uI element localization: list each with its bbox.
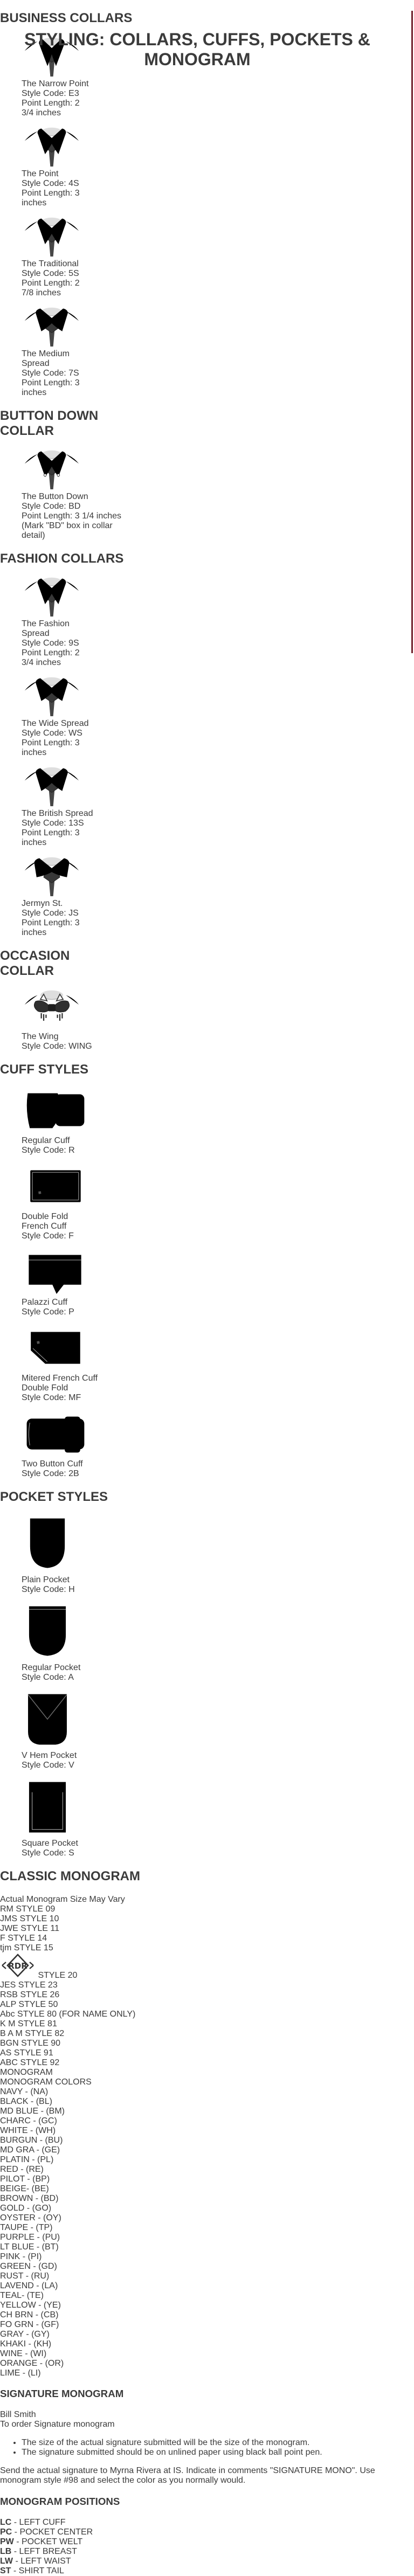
color-label: BEIGE- (BE)	[0, 2184, 49, 2193]
monogram-sample: BGN	[0, 2038, 19, 2048]
point-length: Point Length: 2 7/8 inches	[22, 278, 80, 297]
diamond-monogram-icon	[0, 1953, 36, 1978]
position-code: LW	[0, 2556, 13, 2566]
color-row	[0, 2223, 414, 2233]
collar-card-fashion-spread	[22, 577, 94, 668]
square-pocket-icon	[22, 1779, 73, 1836]
color-label: TEAL- (TE)	[0, 2290, 44, 2300]
signature-order-title: To order Signature monogram	[0, 2420, 115, 2429]
collar-card-medium-spread	[22, 307, 94, 398]
style-code: Style Code: 5S	[22, 268, 79, 278]
pocket-card-regular	[22, 1603, 98, 1682]
color-label: GREEN - (GD)	[0, 2261, 57, 2271]
style-name: The Wide Spread	[22, 719, 89, 729]
style-name: The Point	[22, 169, 59, 178]
monogram-sample: Abc	[0, 2009, 15, 2019]
color-row	[0, 2107, 414, 2116]
jermyn-st-collar-icon	[22, 856, 82, 896]
color-row	[0, 2291, 414, 2301]
style-code: Style Code: E3	[22, 88, 79, 98]
position-label: - SHIRT TAIL	[11, 2566, 64, 2575]
classic-monogram-grid	[0, 1905, 414, 2068]
color-label: PINK - (PI)	[0, 2252, 42, 2261]
position-code: LB	[0, 2546, 12, 2556]
pocket-card-square	[22, 1779, 98, 1858]
button-down-collar-section	[0, 408, 122, 541]
two-button-cuff-icon	[22, 1411, 88, 1457]
color-row	[0, 2320, 414, 2330]
color-row	[0, 2097, 414, 2107]
monogram-style-20	[0, 1953, 414, 1981]
color-row	[0, 2330, 414, 2339]
style-code: Style Code: 2B	[22, 1469, 79, 1479]
cuff-card-two-button	[22, 1411, 98, 1479]
color-row	[0, 2087, 414, 2097]
signature-instructions-list	[0, 2438, 414, 2457]
collar-card-traditional	[22, 217, 94, 298]
style-name: The Medium Spread	[22, 349, 70, 368]
color-row	[0, 2262, 414, 2272]
monogram-style-label: STYLE 14	[8, 1933, 47, 1943]
color-label: TAUPE - (TP)	[0, 2222, 53, 2232]
style-name: Regular Cuff	[22, 1136, 70, 1146]
wing-collar-icon	[22, 989, 82, 1029]
monogram-style-26	[0, 1990, 414, 2000]
color-label: GOLD - (GO)	[0, 2203, 52, 2213]
pocket-styles-section	[0, 1490, 313, 1858]
style-code: Style Code: F	[22, 1231, 74, 1241]
color-label: LT BLUE - (BT)	[0, 2242, 59, 2252]
style-code: Style Code: WING	[22, 1042, 92, 1051]
signature-instruction-item: • The size of the actual signature submitted will be the size of the monogram.	[22, 2438, 414, 2448]
color-row	[0, 2145, 414, 2155]
monogram-style-81	[0, 2019, 414, 2029]
signature-monogram-heading: SIGNATURE MONOGRAM	[0, 2388, 124, 2400]
pocket-card-plain	[22, 1515, 98, 1595]
palazzi-cuff-icon	[22, 1250, 88, 1295]
color-row	[0, 2184, 414, 2194]
style-name: The Button Down	[22, 491, 88, 501]
position-label: - LEFT WAIST	[13, 2556, 71, 2566]
pocket-card-v-hem	[22, 1691, 98, 1770]
collar-card-british-spread	[22, 766, 94, 848]
monogram-style-23	[0, 1981, 414, 1990]
monogram-style-note: (FOR NAME ONLY)	[59, 2009, 136, 2019]
signature-send-note: Send the actual signature to Myrna Rivera at IS. Indicate in comments "SIGNATURE MONO". Use monogram style #98 and select the color as you normally would.	[0, 2466, 375, 2485]
monogram-sample: AS	[0, 2048, 12, 2058]
monogram-style-80	[0, 2010, 414, 2019]
style-name: Plain Pocket	[22, 1575, 70, 1584]
color-label: BROWN - (BD)	[0, 2193, 59, 2203]
monogram-style-label: STYLE 92	[20, 2058, 60, 2067]
cuff-styles-heading: CUFF STYLES	[0, 1062, 89, 1077]
style-code: Style Code: BD	[22, 501, 81, 511]
point-length: Point Length: 3 inches	[22, 828, 80, 848]
color-label: RUST - (RU)	[0, 2271, 50, 2281]
pocket-styles-heading: POCKET STYLES	[0, 1489, 108, 1504]
style-name: Double Fold	[22, 1212, 68, 1222]
collar-card-point	[22, 127, 94, 208]
position-label: - POCKET CENTER	[12, 2527, 93, 2537]
position-row	[0, 2527, 414, 2537]
signature-sample-text: Bill Smith	[0, 2410, 36, 2420]
monogram-style-label: STYLE 10	[19, 1914, 59, 1923]
color-row	[0, 2252, 414, 2262]
style-name: Square Pocket	[22, 1838, 78, 1848]
style-name: The Traditional	[22, 259, 79, 268]
position-label: - LEFT BREAST	[11, 2546, 77, 2556]
color-label: GRAY - (GY)	[0, 2329, 50, 2339]
style-code: Style Code: 13S	[22, 819, 84, 828]
monogram-sample: ABC	[0, 2058, 18, 2067]
position-code: PW	[0, 2537, 14, 2546]
position-row	[0, 2557, 414, 2566]
position-row	[0, 2518, 414, 2527]
color-label: CHARC - (GC)	[0, 2116, 57, 2125]
classic-monogram-subheading: Actual Monogram Size May Vary	[0, 1894, 125, 1904]
monogram-style-11	[0, 1924, 414, 1934]
color-row	[0, 2165, 414, 2175]
style-code: Style Code: V	[22, 1760, 74, 1770]
monogram-style-label: STYLE 80	[17, 2009, 57, 2019]
color-label: LAVEND - (LA)	[0, 2281, 58, 2290]
traditional-collar-icon	[22, 217, 82, 257]
monogram-positions-heading: MONOGRAM POSITIONS	[0, 2495, 120, 2507]
color-row	[0, 2136, 414, 2145]
monogram-style-label: STYLE 15	[13, 1943, 53, 1952]
style-code: Style Code: MF	[22, 1393, 81, 1403]
monogram-style-10	[0, 1914, 414, 1924]
point-collar-icon	[22, 127, 82, 167]
style-code: Style Code: 4S	[22, 178, 79, 188]
classic-monogram-heading: CLASSIC MONOGRAM	[0, 1868, 140, 1883]
monogram-colors-left-column	[0, 2087, 414, 2233]
monogram-style-82	[0, 2029, 414, 2039]
monogram-sample: RM	[0, 1904, 13, 1914]
regular-cuff-icon	[22, 1088, 88, 1133]
color-row	[0, 2242, 414, 2252]
color-row	[0, 2155, 414, 2165]
color-label: LIME - (LI)	[0, 2368, 41, 2378]
style-name: Jermyn St.	[22, 899, 63, 909]
point-length: Point Length: 3 inches	[22, 378, 80, 397]
style-note: (Mark "BD" box in collar detail)	[22, 521, 113, 540]
monogram-style-92	[0, 2058, 414, 2068]
color-label: PILOT - (BP)	[0, 2174, 50, 2184]
cuff-styles-section	[0, 1062, 387, 1479]
color-row	[0, 2369, 414, 2378]
monogram-sample: F	[0, 1933, 5, 1943]
point-length: Point Length: 3 1/4 inches	[22, 511, 122, 521]
style-code: Style Code: R	[22, 1146, 75, 1155]
svg-text:RDR: RDR	[8, 1961, 27, 1971]
color-row	[0, 2204, 414, 2213]
business-collars-heading: BUSINESS COLLARS	[0, 10, 133, 25]
color-row	[0, 2194, 414, 2204]
color-label: CH BRN - (CB)	[0, 2310, 59, 2319]
style-code: Style Code: JS	[22, 909, 79, 918]
position-code: PC	[0, 2527, 12, 2537]
style-code: Style Code: P	[22, 1307, 74, 1317]
position-code: ST	[0, 2566, 11, 2575]
collar-card-jermyn-st	[22, 856, 94, 938]
color-label: PURPLE - (PU)	[0, 2232, 60, 2242]
color-row	[0, 2301, 414, 2310]
page-right-border	[411, 11, 413, 653]
monogram-positions-section	[0, 2496, 414, 2576]
style-code: Style Code: A	[22, 1672, 74, 1682]
color-row	[0, 2281, 414, 2291]
position-row	[0, 2537, 414, 2547]
fashion-collars-heading: FASHION COLLARS	[0, 551, 124, 566]
monogram-sample: K M	[0, 2019, 16, 2028]
styling-flyer-page	[0, 10, 414, 2575]
style-sub: French Cuff	[22, 1222, 67, 1231]
collar-card-wide-spread	[22, 676, 94, 758]
wide-spread-collar-icon	[22, 676, 82, 716]
monogram-style-label: STYLE 23	[18, 1980, 58, 1990]
color-row	[0, 2175, 414, 2184]
cuff-styles-row	[0, 1088, 387, 1479]
monogram-style-label: STYLE 09	[16, 1904, 56, 1914]
style-name: Palazzi Cuff	[22, 1298, 68, 1307]
color-label: FO GRN - (GF)	[0, 2319, 59, 2329]
collar-card-wing	[22, 989, 122, 1051]
monogram-style-90	[0, 2039, 414, 2048]
style-name: Two Button Cuff	[22, 1459, 83, 1469]
page-title: STYLING: COLLARS, CUFFS, POCKETS & MONOGRAM	[24, 30, 370, 70]
monogram-sample: RSB	[0, 1990, 18, 1999]
color-label: YELLOW - (YE)	[0, 2300, 61, 2310]
monogram-style-14	[0, 1934, 414, 1943]
monogram-style-50	[0, 2000, 414, 2010]
british-spread-collar-icon	[22, 766, 82, 806]
position-row	[0, 2547, 414, 2557]
color-row	[0, 2213, 414, 2223]
mitered-french-cuff-icon	[22, 1326, 88, 1371]
color-row	[0, 2116, 414, 2126]
style-code: Style Code: S	[22, 1848, 74, 1858]
monogram-sample: JMS	[0, 1914, 17, 1923]
monogram-sample: JWE	[0, 1923, 18, 1933]
style-name: The Wing	[22, 1032, 59, 1042]
position-label: - POCKET WELT	[13, 2537, 83, 2546]
point-length: Point Length: 2 3/4 inches	[22, 98, 80, 117]
pocket-styles-row	[0, 1515, 313, 1858]
color-row	[0, 2126, 414, 2136]
v-hem-pocket-icon	[22, 1691, 73, 1748]
color-label: WHITE - (WH)	[0, 2125, 56, 2135]
button-down-heading: BUTTON DOWN COLLAR	[0, 408, 99, 438]
plain-pocket-icon	[22, 1515, 73, 1573]
color-label: BLACK - (BL)	[0, 2096, 52, 2106]
color-label: KHAKI - (KH)	[0, 2339, 52, 2349]
monogram-style-label: STYLE 82	[25, 2028, 65, 2038]
cuff-card-regular	[22, 1088, 98, 1155]
monogram-style-label: STYLE 91	[13, 2048, 53, 2058]
color-label: RED - (RE)	[0, 2164, 44, 2174]
occasion-collar-section	[0, 948, 100, 1051]
color-label: NAVY - (NA)	[0, 2087, 49, 2096]
style-name: The British Spread	[22, 809, 93, 819]
monogram-style-91	[0, 2048, 414, 2058]
color-label: PLATIN - (PL)	[0, 2155, 54, 2164]
button-down-collar-icon	[22, 449, 82, 489]
fashion-collars-row	[0, 577, 292, 938]
position-row	[0, 2566, 414, 2576]
style-name: Mitered French Cuff	[22, 1374, 98, 1383]
monogram-heading: MONOGRAM	[0, 2067, 53, 2077]
color-row	[0, 2310, 414, 2320]
color-row	[0, 2339, 414, 2349]
style-code: Style Code: H	[22, 1584, 75, 1594]
monogram-colors-heading: MONOGRAM COLORS	[0, 2077, 92, 2087]
monogram-style-15	[0, 1943, 414, 1953]
medium-spread-collar-icon	[22, 307, 82, 347]
cuff-card-palazzi	[22, 1250, 98, 1317]
color-row	[0, 2359, 414, 2369]
monogram-style-label: STYLE 11	[20, 1923, 59, 1933]
monogram-sample: JES	[0, 1980, 16, 1990]
fashion-collars-section	[0, 551, 292, 938]
style-name: The Narrow Point	[22, 79, 89, 88]
position-code: LC	[0, 2517, 12, 2527]
color-label: MD BLUE - (BM)	[0, 2106, 65, 2116]
occasion-collar-heading: OCCASION COLLAR	[0, 948, 70, 979]
point-length: Point Length: 3 inches	[22, 918, 80, 938]
monogram-style-label: STYLE 50	[18, 1999, 58, 2009]
monogram-style-label: STYLE 90	[21, 2038, 61, 2048]
monogram-sample: ALP	[0, 1999, 16, 2009]
monogram-style-09	[0, 1905, 414, 1914]
signature-sample-image	[0, 2410, 414, 2420]
signature-monogram-section	[0, 2388, 414, 2485]
classic-monogram-section	[0, 1869, 414, 2068]
position-label: - LEFT CUFF	[11, 2517, 66, 2527]
style-name: The Fashion Spread	[22, 619, 70, 639]
color-label: OYSTER - (OY)	[0, 2213, 61, 2222]
monogram-style-label: STYLE 20	[38, 1970, 78, 1980]
monogram-sample: B A M	[0, 2028, 23, 2038]
monogram-colors-right-column	[0, 2233, 414, 2378]
point-length: Point Length: 3 inches	[22, 738, 80, 758]
point-length: Point Length: 2 3/4 inches	[22, 648, 80, 668]
style-code: Style Code: WS	[22, 729, 82, 738]
color-label: BURGUN - (BU)	[0, 2135, 63, 2145]
style-code: Style Code: 7S	[22, 368, 79, 378]
collar-card-button-down	[22, 449, 122, 541]
style-name: Regular Pocket	[22, 1663, 81, 1672]
point-length: Point Length: 3 inches	[22, 188, 80, 207]
color-label: WINE - (WI)	[0, 2349, 47, 2358]
signature-instruction-item: • The signature submitted should be on unlined paper using black ball point pen.	[22, 2448, 414, 2457]
monogram-sample: tjm	[0, 1943, 12, 1952]
cuff-card-double-fold	[22, 1164, 98, 1241]
monogram-style-label: STYLE 26	[20, 1990, 60, 1999]
style-name: V Hem Pocket	[22, 1750, 77, 1760]
fashion-spread-collar-icon	[22, 577, 82, 617]
business-collars-row	[0, 37, 292, 398]
color-row	[0, 2272, 414, 2281]
double-fold-cuff-icon	[22, 1164, 88, 1209]
style-sub: Double Fold	[22, 1383, 68, 1393]
color-row	[0, 2233, 414, 2242]
cuff-card-mitered-french	[22, 1326, 98, 1403]
color-label: MD GRA - (GE)	[0, 2145, 60, 2155]
monogram-style-label: STYLE 81	[17, 2019, 57, 2028]
style-code: Style Code: 9S	[22, 639, 79, 648]
color-row	[0, 2349, 414, 2359]
color-label: ORANGE - (OR)	[0, 2358, 64, 2368]
regular-pocket-icon	[22, 1603, 73, 1660]
